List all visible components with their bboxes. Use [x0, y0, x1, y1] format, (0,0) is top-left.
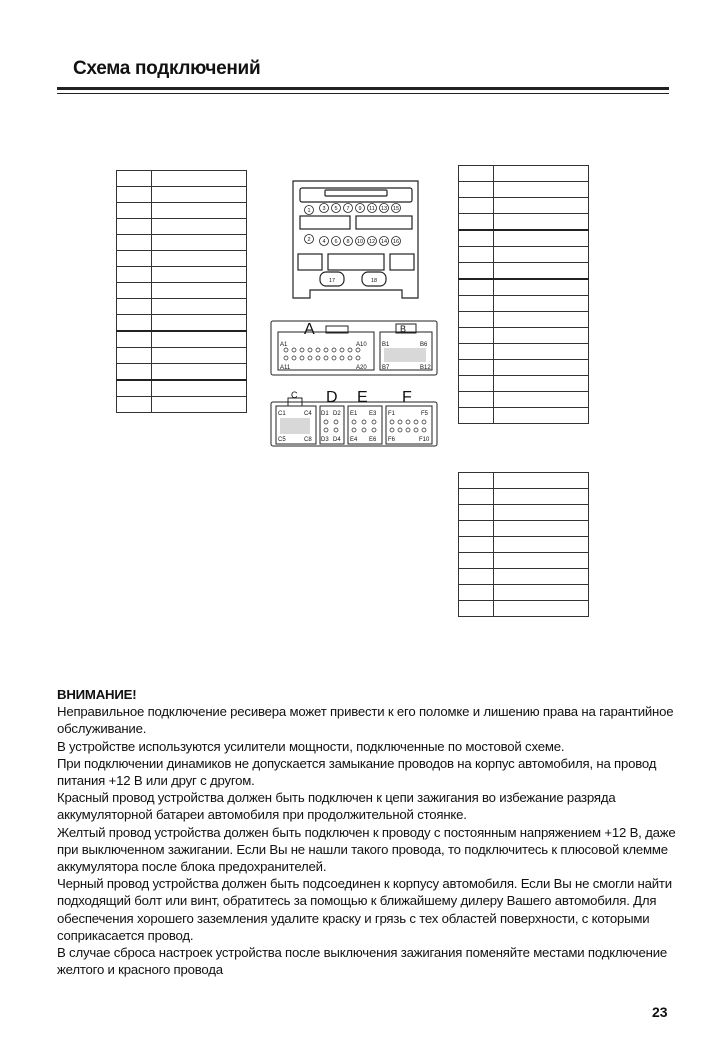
- pin-label: C4: [304, 411, 312, 417]
- warning-heading: ВНИМАНИЕ!: [57, 687, 137, 702]
- table-row: [117, 235, 247, 251]
- table-row: [459, 198, 589, 214]
- table-row: [117, 283, 247, 299]
- table-row: [459, 521, 589, 537]
- table-row: [117, 187, 247, 203]
- left-pin-table: [116, 170, 247, 413]
- table-row: [459, 312, 589, 328]
- pin-label: A11: [280, 365, 291, 371]
- table-row: [459, 344, 589, 360]
- right-lower-pin-table: [458, 472, 589, 617]
- iso-pin-label: 5: [334, 206, 338, 212]
- connector-ab-diagram: [268, 318, 440, 378]
- iso-pin-label: 1: [307, 208, 311, 214]
- iso-pin-label: 2: [307, 237, 311, 243]
- table-row: [459, 247, 589, 263]
- iso-pin-label: 9: [358, 206, 362, 212]
- pin-label: E6: [369, 437, 377, 443]
- pin-label: D4: [333, 437, 341, 443]
- connector-b-label: B: [400, 324, 407, 334]
- table-row: [459, 585, 589, 601]
- table-row: [459, 392, 589, 408]
- pin-label: B6: [420, 342, 428, 348]
- iso-pin-label: 15: [392, 206, 400, 212]
- warning-paragraph: Черный провод устройства должен быть подсоединен к корпусу автомобиля. Если Вы не смогли найти подходящий болт или винт, обратитесь за помощью к ближайшему дилеру Вашего автомобиля. Для обеспечения хорошего заземления удалите краску и грязь с тех областей поверхности, с которыми соприкасается провод.: [57, 876, 672, 943]
- pin-label: D2: [333, 411, 341, 417]
- iso-pin-label: 3: [322, 206, 326, 212]
- iso-pin-label: 7: [346, 206, 350, 212]
- header-rule-thick: [57, 87, 669, 90]
- table-row: [459, 553, 589, 569]
- pin-label: F1: [388, 411, 396, 417]
- pin-label: E3: [369, 411, 377, 417]
- table-row: [117, 299, 247, 315]
- pin-label: B1: [382, 342, 390, 348]
- pin-label: F5: [421, 411, 429, 417]
- iso-pin-label: 12: [368, 239, 376, 245]
- pin-label: B12: [420, 365, 431, 371]
- table-row: [459, 360, 589, 376]
- right-pin-table: [458, 165, 589, 424]
- iso-connector-diagram: [290, 178, 422, 302]
- page-title: Схема подключений: [73, 58, 261, 79]
- iso-pin-label: 6: [334, 239, 338, 245]
- warning-notice: [57, 686, 677, 978]
- table-row: [117, 251, 247, 267]
- table-row: [117, 219, 247, 235]
- page-number: 23: [652, 1004, 668, 1020]
- warning-paragraph: Красный провод устройства должен быть подключен к цепи зажигания во избежание разряда аккумуляторной батареи автомобиля при продолжительной стоянке.: [57, 790, 616, 823]
- table-row: [459, 166, 589, 182]
- table-row: [459, 601, 589, 617]
- table-row: [117, 397, 247, 413]
- pin-label: F6: [388, 437, 396, 443]
- table-row: [459, 569, 589, 585]
- pin-label: E1: [350, 411, 358, 417]
- table-row: [117, 315, 247, 332]
- table-row: [459, 328, 589, 344]
- iso-pin-label: 18: [370, 278, 378, 284]
- connector-cdef-diagram: [268, 382, 440, 448]
- table-row: [117, 267, 247, 283]
- table-row: [459, 537, 589, 553]
- warning-paragraph: Неправильное подключение ресивера может привести к его поломке и лишению права на гарантийное обслуживание.: [57, 704, 674, 737]
- pin-label: D1: [321, 411, 329, 417]
- pin-label: C1: [278, 411, 286, 417]
- pin-label: C8: [304, 437, 312, 443]
- table-row: [459, 408, 589, 424]
- pin-label: A20: [356, 365, 367, 371]
- iso-pin-label: 4: [322, 239, 326, 245]
- warning-paragraph: В случае сброса настроек устройства после выключения зажигания поменяйте местами подключение желтого и красного провода: [57, 945, 667, 978]
- table-row: [459, 489, 589, 505]
- pin-label: A10: [356, 342, 367, 348]
- connector-f-label: F: [402, 389, 412, 406]
- connector-d-label: D: [326, 389, 338, 406]
- iso-pin-label: 10: [356, 239, 364, 245]
- iso-pin-label: 11: [369, 206, 375, 212]
- table-row: [459, 230, 589, 247]
- connector-c-label: C: [291, 390, 298, 400]
- table-row: [459, 214, 589, 231]
- table-row: [459, 279, 589, 296]
- iso-pin-label: 14: [380, 239, 388, 245]
- iso-pin-label: 16: [392, 239, 400, 245]
- connector-e-label: E: [357, 389, 368, 406]
- table-row: [117, 348, 247, 364]
- table-row: [459, 376, 589, 392]
- iso-pin-label: 13: [380, 206, 388, 212]
- table-row: [459, 296, 589, 312]
- header-rule-thin: [57, 93, 669, 94]
- warning-paragraph: В устройстве используются усилители мощности, подключенные по мостовой схеме.: [57, 738, 565, 754]
- connector-a-label: A: [304, 321, 315, 338]
- iso-pin-label: 17: [328, 278, 336, 284]
- warning-paragraph: Желтый провод устройства должен быть подключен к проводу с постоянным напряжением +12 В, даже при выключенном зажигании. Если Вы не нашли такого провода, то подключитесь к плюсовой клемме аккумулятора после блока предохранителей.: [57, 824, 676, 875]
- table-row: [117, 171, 247, 187]
- table-row: [117, 380, 247, 397]
- table-row: [459, 182, 589, 198]
- pin-label: D3: [321, 437, 329, 443]
- table-row: [117, 203, 247, 219]
- table-row: [117, 364, 247, 381]
- pin-label: F10: [419, 437, 430, 443]
- pin-label: A1: [280, 342, 288, 348]
- pin-label: C5: [278, 437, 286, 443]
- pin-label: B7: [382, 365, 390, 371]
- pin-label: E4: [350, 437, 358, 443]
- table-row: [459, 473, 589, 489]
- table-row: [459, 505, 589, 521]
- warning-paragraph: При подключении динамиков не допускается замыкание проводов на корпус автомобиля, на провод питания +12 В или друг с другом.: [57, 755, 657, 789]
- iso-pin-label: 8: [346, 239, 350, 245]
- table-row: [459, 263, 589, 280]
- table-row: [117, 331, 247, 348]
